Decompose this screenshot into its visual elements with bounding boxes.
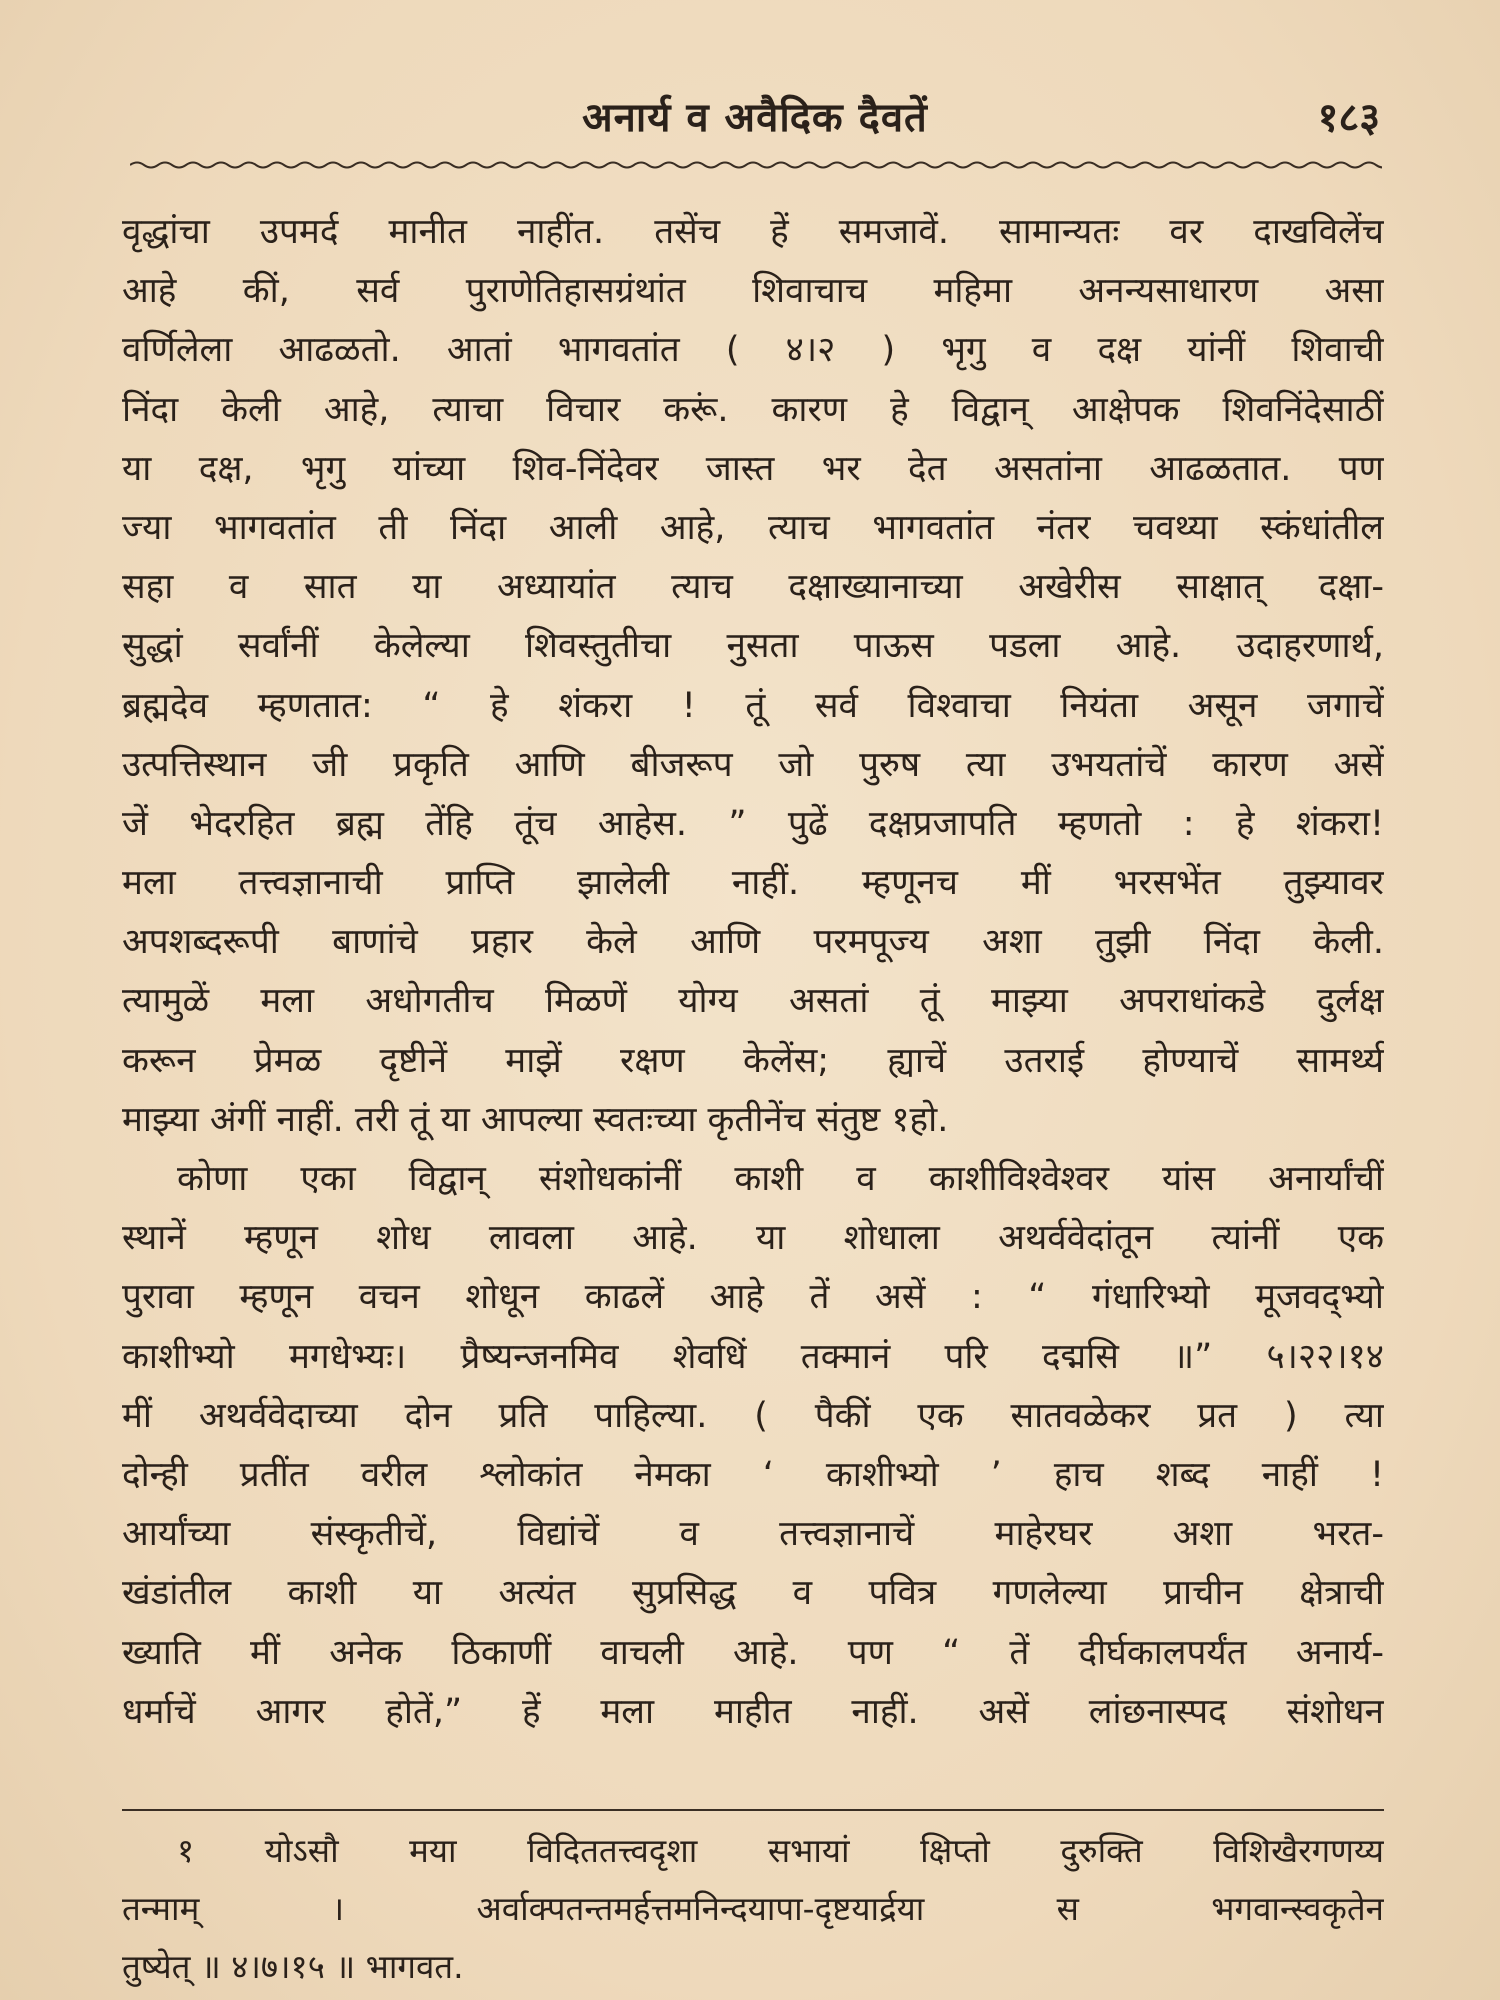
body-line: वर्णिलेला आढळतो. आतां भागवतांत ( ४।२ ) भृगु व दक्ष यांनीं शिवाची <box>122 330 1384 371</box>
body-line: मीं अथर्ववेदाच्या दोन प्रति पाहिल्या. ( पैकीं एक सातवळेकर प्रत ) त्या <box>122 1395 1384 1436</box>
body-line: वृद्धांचा उपमर्द मानीत नाहींत. तसेंच हें समजावें. सामान्यतः वर दाखविलेंच <box>122 212 1384 252</box>
body-line: खंडांतील काशी या अत्यंत सुप्रसिद्ध व पवित्र गणलेल्या प्राचीन क्षेत्राची <box>122 1573 1384 1614</box>
body-line: अपशब्दरूपी बाणांचे प्रहार केले आणि परमपूज्य अशा तुझी निंदा केली. <box>122 922 1384 963</box>
body-line: निंदा केली आहे, त्याचा विचार करूं. कारण हे विद्वान् आक्षेपक शिवनिंदेसाठीं <box>122 389 1384 430</box>
body-line: काशीभ्यो मगधेभ्यः। प्रैष्यन्जनमिव शेवधिं तक्मानं परि दद्मसि ॥” ५।२२।१४ <box>122 1336 1384 1377</box>
footnote-divider <box>122 1809 1384 1811</box>
footnote <box>122 1822 1384 1996</box>
body-line: उत्पत्तिस्थान जी प्रकृति आणि बीजरूप जो पुरुष त्या उभयतांचें कारण असें <box>122 744 1384 785</box>
running-title: अनार्य व अवैदिक दैवतें <box>582 95 928 141</box>
body-line: ज्या भागवतांत ती निंदा आली आहे, त्याच भागवतांत नंतर चवथ्या स्कंधांतील <box>122 507 1384 548</box>
wavy-header-rule <box>130 158 1382 172</box>
body-line: आहे कीं, सर्व पुराणेतिहासग्रंथांत शिवाचाच महिमा अनन्यसाधारण असा <box>122 271 1384 312</box>
body-line: मला तत्त्वज्ञानाची प्राप्ति झालेली नाहीं. म्हणूनच मीं भरसभेंत तुझ्यावर <box>122 863 1384 904</box>
page-header <box>130 88 1380 148</box>
body-line: या दक्ष, भृगु यांच्या शिव-निंदेवर जास्त भर देत असतांना आढळतात. पण <box>122 448 1384 489</box>
body-line: जें भेदरहित ब्रह्म तेंहि तूंच आहेस. ” पुढें दक्षप्रजापति म्हणतो : हे शंकरा! <box>122 803 1384 844</box>
footnote-line: तन्माम् । अर्वाक्पतन्तमर्हत्तमनिन्दयापा-दृष्टयार्द्रया स भगवान्स्वकृतेन <box>122 1889 1384 1928</box>
body-line: ब्रह्मदेव म्हणतात: “ हे शंकरा ! तूं सर्व विश्वाचा नियंता असून जगाचें <box>122 685 1384 726</box>
page-number: १८३ <box>1317 95 1380 141</box>
footnote-line: तुष्येत् ॥ ४।७।१५ ॥ भागवत. <box>122 1947 464 1986</box>
body-line: माझ्या अंगीं नाहीं. तरी तूं या आपल्या स्वतःच्या कृतीनेंच संतुष्ट १हो. <box>122 1099 949 1140</box>
body-line: स्थानें म्हणून शोध लावला आहे. या शोधाला अथर्ववेदांतून त्यांनीं एक <box>122 1218 1384 1259</box>
body-line: ख्याति मीं अनेक ठिकाणीं वाचली आहे. पण “ तें दीर्घकालपर्यंत अनार्य- <box>122 1632 1384 1673</box>
body-text <box>122 203 1384 1742</box>
footnote-line: १ योऽसौ मया विदिततत्त्वदृशा सभायां क्षिप्तो दुरुक्ति विशिखैरगणय्य <box>177 1831 1384 1870</box>
body-line: पुरावा म्हणून वचन शोधून काढलें आहे तें असें : “ गंधारिभ्यो मूजवद्भ्यो <box>122 1277 1384 1318</box>
body-line: धर्माचें आगर होतें,” हें मला माहीत नाहीं. असें लांछनास्पद संशोधन <box>122 1691 1384 1732</box>
body-line: दोन्ही प्रतींत वरील श्लोकांत नेमका ‘ काशीभ्यो ’ हाच शब्द नाहीं ! <box>122 1454 1384 1495</box>
body-line: सुद्धां सर्वांनीं केलेल्या शिवस्तुतीचा नुसता पाऊस पडला आहे. उदाहरणार्थ, <box>122 626 1384 667</box>
body-line: कोणा एका विद्वान् संशोधकांनीं काशी व काशीविश्वेश्वर यांस अनार्यांचीं <box>177 1159 1384 1199</box>
body-line: सहा व सात या अध्यायांत त्याच दक्षाख्यानाच्या अखेरीस साक्षात् दक्षा- <box>122 567 1384 608</box>
body-line: आर्यांच्या संस्कृतीचें, विद्यांचें व तत्त्वज्ञानाचें माहेरघर अशा भरत- <box>122 1514 1384 1555</box>
body-line: त्यामुळें मला अधोगतीच मिळणें योग्य असतां तूं माझ्या अपराधांकडे दुर्लक्ष <box>122 981 1384 1022</box>
body-line: करून प्रेमळ दृष्टीनें माझें रक्षण केलेंस; ह्याचें उतराई होण्याचें सामर्थ्य <box>122 1040 1384 1081</box>
